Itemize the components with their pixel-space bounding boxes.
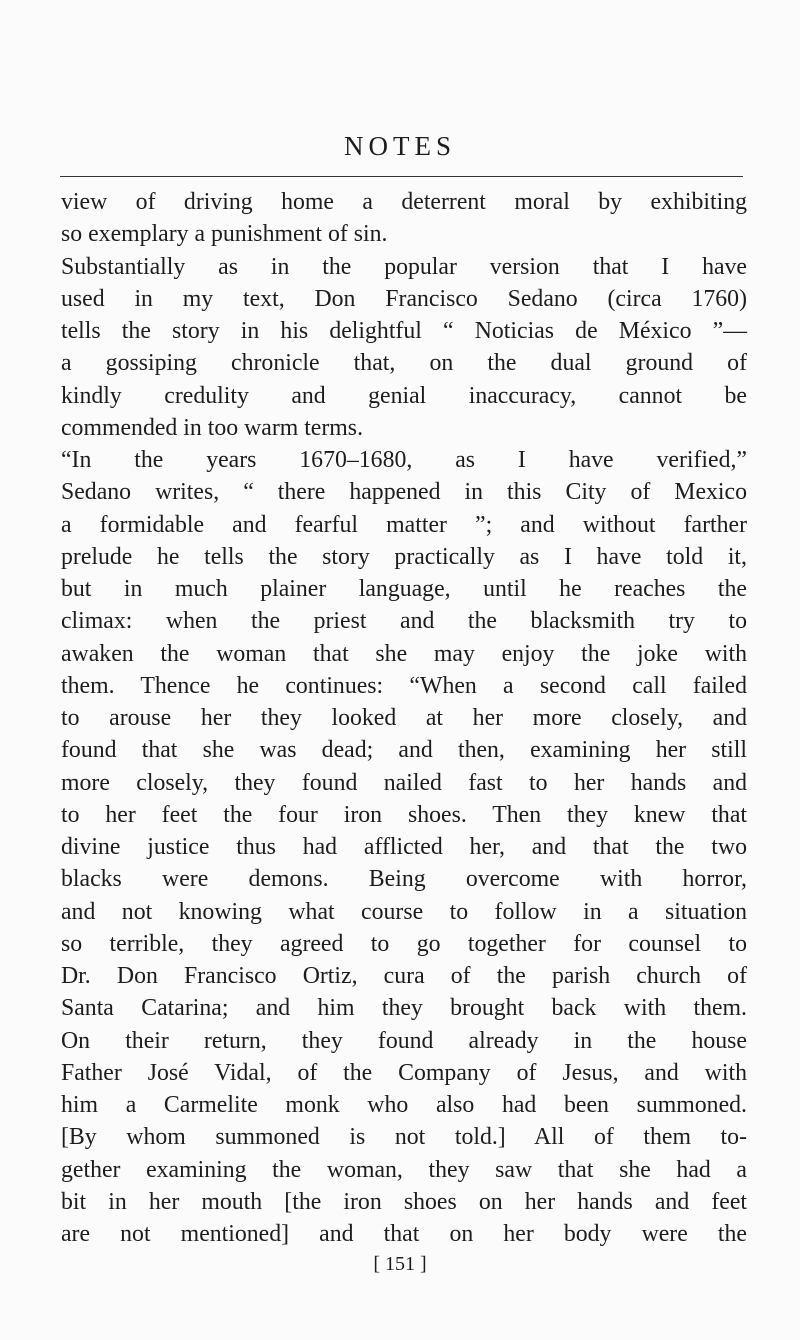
text-line: Sedano writes, “ there happened in this City of Mexico: [61, 479, 747, 506]
page-number: [ 151 ]: [373, 1253, 427, 1275]
text-line: found that she was dead; and then, examining her still: [61, 737, 747, 764]
text-line: a gossiping chronicle that, on the dual ground of: [61, 350, 747, 377]
text-line: blacks were demons. Being overcome with horror,: [61, 866, 747, 893]
text-line: Substantially as in the popular version that I have: [61, 253, 747, 280]
text-line: view of driving home a deterrent moral by exhibiting: [61, 189, 747, 215]
text-line: Father José Vidal, of the Company of Jesus, and with: [61, 1059, 747, 1086]
header-rule: [60, 176, 743, 177]
text-line: and not knowing what course to follow in a situation: [61, 898, 747, 925]
text-line: so terrible, they agreed to go together for counsel to: [61, 930, 747, 957]
text-line: “In the years 1670–1680, as I have verified,”: [61, 447, 747, 473]
text-line: prelude he tells the story practically as I have told it,: [61, 543, 747, 570]
text-line: gether examining the woman, they saw that she had a: [61, 1156, 747, 1183]
body-text: [61, 186, 747, 1250]
text-line: a formidable and fearful matter ”; and without farther: [61, 511, 747, 538]
text-line: On their return, they found already in the house: [61, 1027, 747, 1054]
text-line: him a Carmelite monk who also had been summoned.: [61, 1092, 747, 1118]
text-line: to arouse her they looked at her more closely, and: [61, 705, 747, 731]
text-line: awaken the woman that she may enjoy the joke with: [61, 640, 747, 667]
text-line: them. Thence he continues: “When a second call failed: [61, 672, 747, 699]
text-line: Dr. Don Francisco Ortiz, cura of the parish church of: [61, 963, 747, 989]
text-line: divine justice thus had afflicted her, and that the two: [61, 834, 747, 860]
text-line: but in much plainer language, until he reaches the: [61, 576, 747, 602]
text-line: tells the story in his delightful “ Noticias de México ”—: [61, 318, 747, 344]
text-line: so exemplary a punishment of sin.: [61, 221, 388, 248]
text-line: used in my text, Don Francisco Sedano (circa 1760): [61, 285, 747, 312]
text-line: [By whom summoned is not told.] All of them to-: [61, 1124, 747, 1151]
text-line: to her feet the four iron shoes. Then they knew that: [61, 801, 747, 828]
text-line: more closely, they found nailed fast to her hands and: [61, 769, 747, 796]
text-line: Santa Catarina; and him they brought back with them.: [61, 995, 747, 1022]
page-header: NOTES: [344, 131, 456, 161]
text-line: climax: when the priest and the blacksmith try to: [61, 608, 747, 635]
text-line: commended in too warm terms.: [61, 414, 364, 441]
text-line: are not mentioned] and that on her body were the: [61, 1221, 747, 1247]
text-line: kindly credulity and genial inaccuracy, cannot be: [61, 382, 747, 409]
text-line: bit in her mouth [the iron shoes on her hands and feet: [61, 1188, 747, 1215]
